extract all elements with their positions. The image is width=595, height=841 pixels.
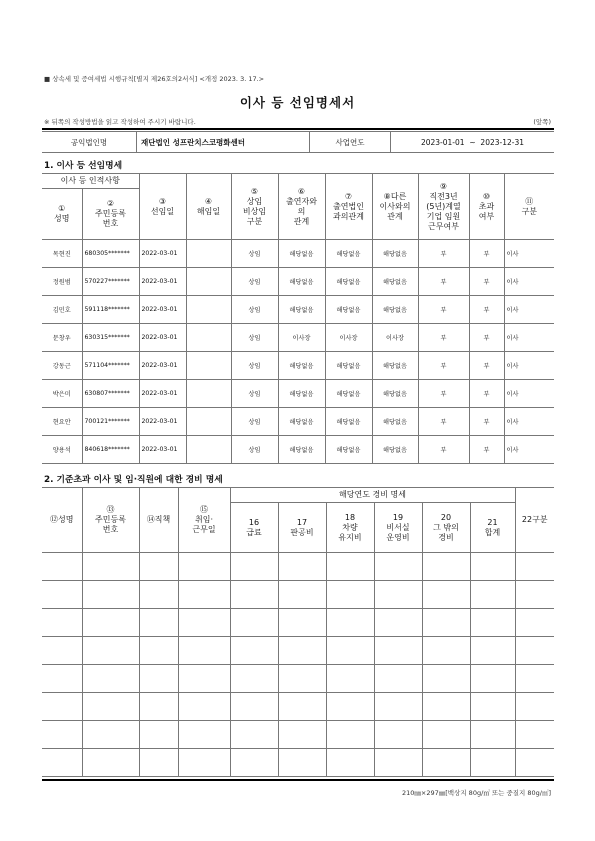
cell-name: 현요안 xyxy=(42,408,82,436)
col-rrn-l2: 번호 xyxy=(102,219,119,228)
table-row xyxy=(42,721,554,749)
cell-excess: 부 xyxy=(469,352,504,380)
empty-cell xyxy=(515,721,554,749)
empty-cell xyxy=(422,609,470,637)
cell-fulltime: 상임 xyxy=(231,408,278,436)
cell-donorcorp: 해당없음 xyxy=(325,268,372,296)
table-row xyxy=(42,240,554,268)
cell-name: 박은미 xyxy=(42,380,82,408)
cell-excess: 부 xyxy=(469,240,504,268)
col2-status-l1: 취임· xyxy=(195,515,213,524)
table-row xyxy=(42,296,554,324)
empty-cell xyxy=(326,637,374,665)
period-end: 2023-12-31 xyxy=(480,137,525,147)
col-exec-l1: 직전3년 xyxy=(429,191,458,201)
expense-group-header: 해당연도 경비 명세 xyxy=(230,488,515,503)
col2-office-l1: 비서실 xyxy=(386,522,410,532)
col2-rrn-l2: 번호 xyxy=(102,525,119,534)
appointment-table xyxy=(42,173,554,464)
empty-cell xyxy=(230,637,278,665)
cell-name: 정원범 xyxy=(42,268,82,296)
empty-cell xyxy=(178,749,230,777)
col2-total-num: 21 xyxy=(487,517,498,527)
cell-exec: 부 xyxy=(418,436,469,464)
col-fulltime-l1: 상임 xyxy=(246,196,263,206)
empty-cell xyxy=(374,749,422,777)
col2-salary-header xyxy=(230,503,278,553)
section2-title: 2. 기준초과 이사 및 임·직원에 대한 경비 명세 xyxy=(44,475,223,485)
cell-donorcorp: 해당없음 xyxy=(325,380,372,408)
cell-type: 이사 xyxy=(504,408,554,436)
col-type-label: 구분 xyxy=(521,206,537,216)
section1-title: 1. 이사 등 선임명세 xyxy=(44,161,123,171)
empty-cell xyxy=(470,609,515,637)
col-exec-l4: 근무여부 xyxy=(428,221,459,231)
empty-cell xyxy=(374,609,422,637)
cell-donor: 해당없음 xyxy=(278,408,325,436)
org-label: 공익법인명 xyxy=(42,132,137,153)
table-row xyxy=(42,352,554,380)
empty-cell xyxy=(326,749,374,777)
col-donor-l2: 의 xyxy=(297,206,306,216)
empty-cell xyxy=(470,553,515,581)
empty-cell xyxy=(82,693,139,721)
col2-salary-label: 급료 xyxy=(246,527,262,537)
empty-cell xyxy=(42,581,82,609)
empty-cell xyxy=(178,581,230,609)
col-excess-l1: 초과 xyxy=(478,201,495,211)
empty-cell xyxy=(374,581,422,609)
empty-cell xyxy=(178,553,230,581)
empty-cell xyxy=(42,693,82,721)
empty-cell xyxy=(515,749,554,777)
col-fulltime-l2: 비상임 xyxy=(242,206,267,216)
col-exec-l2: (5년)계열 xyxy=(426,201,461,211)
empty-cell xyxy=(178,665,230,693)
empty-cell xyxy=(470,637,515,665)
table-row xyxy=(42,553,554,581)
table-row xyxy=(42,693,554,721)
empty-cell xyxy=(422,637,470,665)
cell-otherdir: 해당없음 xyxy=(372,268,418,296)
col-name-label: 성명 xyxy=(54,214,70,223)
empty-cell xyxy=(42,749,82,777)
col-donor-l3: 관계 xyxy=(293,216,310,226)
table-row xyxy=(42,665,554,693)
empty-cell xyxy=(42,609,82,637)
table-row xyxy=(42,324,554,352)
empty-cell xyxy=(470,749,515,777)
empty-cell xyxy=(515,609,554,637)
cell-excess: 부 xyxy=(469,436,504,464)
col2-vehicle-l2: 유지비 xyxy=(338,532,362,542)
cell-dismiss xyxy=(186,408,231,436)
cell-donor: 해당없음 xyxy=(278,268,325,296)
empty-cell xyxy=(515,553,554,581)
col2-activity-num: 17 xyxy=(296,517,308,527)
table-row xyxy=(42,609,554,637)
cell-exec: 부 xyxy=(418,324,469,352)
col-dismiss-header xyxy=(186,174,231,240)
cell-exec: 부 xyxy=(418,296,469,324)
cell-exec: 부 xyxy=(418,352,469,380)
cell-dismiss xyxy=(186,380,231,408)
empty-cell xyxy=(178,693,230,721)
cell-exec: 부 xyxy=(418,380,469,408)
col2-name-header: ⑫성명 xyxy=(42,488,82,553)
col-otherdir-l2: 관계 xyxy=(387,211,403,221)
col-rrn-header xyxy=(82,189,139,240)
col2-rrn-l1: 주민등록 xyxy=(95,515,126,524)
col-name-header xyxy=(42,189,82,240)
guide-note: ※ 뒤쪽의 작성방법을 읽고 작성하여 주시기 바랍니다. xyxy=(44,118,196,126)
cell-exec: 부 xyxy=(418,408,469,436)
empty-cell xyxy=(470,581,515,609)
empty-cell xyxy=(178,637,230,665)
col-fulltime-l3: 구분 xyxy=(246,216,263,226)
empty-cell xyxy=(278,749,326,777)
cell-type: 이사 xyxy=(504,240,554,268)
col-dismiss-num: ④ xyxy=(204,196,213,206)
empty-cell xyxy=(139,581,178,609)
empty-cell xyxy=(278,665,326,693)
empty-cell xyxy=(230,581,278,609)
cell-name: 김민호 xyxy=(42,296,82,324)
cell-rrn: 680305******* xyxy=(82,240,139,268)
cell-appoint: 2022-03-01 xyxy=(139,268,186,296)
empty-cell xyxy=(278,637,326,665)
empty-cell xyxy=(326,553,374,581)
cell-donor: 해당없음 xyxy=(278,352,325,380)
empty-cell xyxy=(422,749,470,777)
expense-table xyxy=(42,487,554,777)
paper-spec: 210㎜×297㎜[백상지 80g/㎡ 또는 중질지 80g/㎡] xyxy=(401,789,551,797)
empty-cell xyxy=(278,721,326,749)
cell-name: 강동근 xyxy=(42,352,82,380)
cell-type: 이사 xyxy=(504,324,554,352)
cell-excess: 부 xyxy=(469,408,504,436)
table-row xyxy=(42,408,554,436)
empty-cell xyxy=(82,553,139,581)
cell-rrn: 700121******* xyxy=(82,408,139,436)
empty-cell xyxy=(82,721,139,749)
empty-cell xyxy=(82,637,139,665)
empty-cell xyxy=(374,693,422,721)
col-donorcorp-num: ⑦ xyxy=(344,191,353,201)
col-exec-l3: 기업 임원 xyxy=(426,211,461,221)
empty-cell xyxy=(422,665,470,693)
col-donor-num: ⑥ xyxy=(297,186,306,196)
empty-cell xyxy=(515,581,554,609)
col2-office-l2: 운영비 xyxy=(386,532,410,542)
cell-rrn: 630807******* xyxy=(82,380,139,408)
col2-rrn-num: ⑬ xyxy=(106,505,115,514)
empty-cell xyxy=(230,553,278,581)
cell-dismiss xyxy=(186,436,231,464)
col2-type-header: 22구분 xyxy=(515,488,554,553)
empty-cell xyxy=(139,553,178,581)
col2-status-header xyxy=(178,488,230,553)
col-otherdir-l1: 이사와의 xyxy=(379,201,411,211)
col-type-header xyxy=(504,174,554,240)
cell-fulltime: 상임 xyxy=(231,436,278,464)
empty-cell xyxy=(422,693,470,721)
empty-cell xyxy=(42,637,82,665)
cell-donorcorp: 해당없음 xyxy=(325,296,372,324)
empty-cell xyxy=(515,665,554,693)
cell-rrn: 630315******* xyxy=(82,324,139,352)
table-row xyxy=(42,268,554,296)
divider xyxy=(42,128,554,130)
cell-rrn: 840618******* xyxy=(82,436,139,464)
table-row xyxy=(42,436,554,464)
col-name-num: ① xyxy=(58,204,66,213)
empty-cell xyxy=(470,721,515,749)
page-title: 이사 등 선임명세서 xyxy=(239,95,356,110)
col-fulltime-num: ⑤ xyxy=(250,186,259,196)
table-row xyxy=(42,637,554,665)
cell-donorcorp: 해당없음 xyxy=(325,240,372,268)
cell-dismiss xyxy=(186,324,231,352)
cell-excess: 부 xyxy=(469,268,504,296)
cell-appoint: 2022-03-01 xyxy=(139,352,186,380)
col2-other-l1: 그 밖의 xyxy=(433,522,459,532)
cell-dismiss xyxy=(186,296,231,324)
cell-fulltime: 상임 xyxy=(231,380,278,408)
empty-cell xyxy=(374,665,422,693)
cell-otherdir: 이사장 xyxy=(372,324,418,352)
org-name: 재단법인 성프란치스코평화센터 xyxy=(137,132,310,153)
col2-vehicle-l1: 차량 xyxy=(342,522,358,532)
col-donor-header xyxy=(278,174,325,240)
bottom-divider xyxy=(42,779,554,781)
col-rrn-l1: 주민등록 xyxy=(95,209,126,218)
col2-other-l2: 경비 xyxy=(438,532,454,542)
col2-rrn-header xyxy=(82,488,139,553)
cell-name: 양용석 xyxy=(42,436,82,464)
empty-cell xyxy=(42,665,82,693)
cell-donor: 해당없음 xyxy=(278,240,325,268)
empty-cell xyxy=(139,749,178,777)
col2-other-num: 20 xyxy=(440,512,452,522)
cell-donor: 해당없음 xyxy=(278,296,325,324)
col-rrn-num: ② xyxy=(106,199,115,208)
col2-total-header xyxy=(470,503,515,553)
cell-rrn: 570227******* xyxy=(82,268,139,296)
cell-rrn: 591118******* xyxy=(82,296,139,324)
cell-fulltime: 상임 xyxy=(231,352,278,380)
empty-cell xyxy=(139,665,178,693)
table-row xyxy=(42,749,554,777)
empty-cell xyxy=(139,609,178,637)
col-donorcorp-header xyxy=(325,174,372,240)
empty-cell xyxy=(178,609,230,637)
cell-donorcorp: 해당없음 xyxy=(325,352,372,380)
empty-cell xyxy=(139,637,178,665)
cell-type: 이사 xyxy=(504,296,554,324)
cell-donorcorp: 해당없음 xyxy=(325,436,372,464)
col2-office-num: 19 xyxy=(392,512,404,522)
empty-cell xyxy=(42,721,82,749)
year-label: 사업연도 xyxy=(310,132,391,153)
cell-dismiss xyxy=(186,240,231,268)
cell-dismiss xyxy=(186,268,231,296)
cell-otherdir: 해당없음 xyxy=(372,380,418,408)
col-donorcorp-l1: 출연법인 xyxy=(333,201,364,211)
col-type-num: ⑪ xyxy=(525,196,534,206)
period-start: 2023-01-01 xyxy=(420,137,465,147)
empty-cell xyxy=(374,721,422,749)
col-donorcorp-l2: 과의관계 xyxy=(333,211,364,221)
cell-donor: 이사장 xyxy=(278,324,325,352)
empty-cell xyxy=(278,553,326,581)
col2-activity-label: 판공비 xyxy=(290,527,314,537)
cell-exec: 부 xyxy=(418,240,469,268)
cell-appoint: 2022-03-01 xyxy=(139,240,186,268)
empty-cell xyxy=(82,665,139,693)
empty-cell xyxy=(515,637,554,665)
period-sep: ~ xyxy=(469,137,476,147)
org-info-table xyxy=(42,131,554,153)
empty-cell xyxy=(470,693,515,721)
cell-dismiss xyxy=(186,352,231,380)
empty-cell xyxy=(470,665,515,693)
cell-appoint: 2022-03-01 xyxy=(139,436,186,464)
period xyxy=(391,132,555,153)
empty-cell xyxy=(230,665,278,693)
cell-exec: 부 xyxy=(418,268,469,296)
cell-donor: 해당없음 xyxy=(278,380,325,408)
col-excess-header xyxy=(469,174,504,240)
col-donor-l1: 출연자와 xyxy=(286,196,317,206)
cell-donorcorp: 이사장 xyxy=(325,324,372,352)
col-fulltime-header xyxy=(231,174,278,240)
cell-fulltime: 상임 xyxy=(231,240,278,268)
col2-activity-header xyxy=(278,503,326,553)
empty-cell xyxy=(326,693,374,721)
col-exec-num: ⑨ xyxy=(439,181,448,191)
cell-otherdir: 해당없음 xyxy=(372,352,418,380)
cell-type: 이사 xyxy=(504,380,554,408)
col2-other-header xyxy=(422,503,470,553)
col-dismiss-label: 해임일 xyxy=(196,206,221,216)
cell-appoint: 2022-03-01 xyxy=(139,408,186,436)
col-otherdir-l0: ⑧다른 xyxy=(383,191,407,201)
cell-appoint: 2022-03-01 xyxy=(139,296,186,324)
form-reference-note: ■ 상속세 및 증여세법 시행규칙[별지 제26호의2서식] <개정 2023. 3. 17.> xyxy=(44,75,265,83)
empty-cell xyxy=(82,581,139,609)
cell-type: 이사 xyxy=(504,352,554,380)
empty-cell xyxy=(278,693,326,721)
empty-cell xyxy=(230,609,278,637)
empty-cell xyxy=(374,553,422,581)
table-row xyxy=(42,581,554,609)
empty-cell xyxy=(230,693,278,721)
col-excess-l2: 여부 xyxy=(478,211,495,221)
empty-cell xyxy=(278,581,326,609)
empty-cell xyxy=(230,749,278,777)
empty-cell xyxy=(326,581,374,609)
col2-salary-num: 16 xyxy=(248,517,260,527)
empty-cell xyxy=(326,721,374,749)
col-otherdir-header xyxy=(372,174,418,240)
empty-cell xyxy=(82,749,139,777)
cell-fulltime: 상임 xyxy=(231,296,278,324)
col-appoint-num: ③ xyxy=(158,196,167,206)
table-row xyxy=(42,380,554,408)
empty-cell xyxy=(82,609,139,637)
cell-donorcorp: 해당없음 xyxy=(325,408,372,436)
page-side-label: (앞쪽) xyxy=(533,118,551,126)
cell-donor: 해당없음 xyxy=(278,436,325,464)
col-excess-num: ⑩ xyxy=(482,191,491,201)
empty-cell xyxy=(422,581,470,609)
cell-type: 이사 xyxy=(504,268,554,296)
cell-fulltime: 상임 xyxy=(231,324,278,352)
cell-appoint: 2022-03-01 xyxy=(139,380,186,408)
cell-appoint: 2022-03-01 xyxy=(139,324,186,352)
cell-otherdir: 해당없음 xyxy=(372,296,418,324)
empty-cell xyxy=(278,609,326,637)
empty-cell xyxy=(230,721,278,749)
cell-type: 이사 xyxy=(504,436,554,464)
col2-vehicle-num: 18 xyxy=(344,512,356,522)
cell-name: 문창우 xyxy=(42,324,82,352)
col2-status-l2: 근무일 xyxy=(192,525,216,534)
empty-cell xyxy=(374,637,422,665)
empty-cell xyxy=(326,609,374,637)
cell-name: 목현진 xyxy=(42,240,82,268)
cell-excess: 부 xyxy=(469,324,504,352)
cell-rrn: 571104******* xyxy=(82,352,139,380)
col-appoint-header xyxy=(139,174,186,240)
col-appoint-label: 선임일 xyxy=(150,206,175,216)
empty-cell xyxy=(139,721,178,749)
empty-cell xyxy=(515,693,554,721)
cell-fulltime: 상임 xyxy=(231,268,278,296)
col2-vehicle-header xyxy=(326,503,374,553)
cell-otherdir: 해당없음 xyxy=(372,408,418,436)
personal-info-group-header: 이사 등 인적사항 xyxy=(42,174,139,189)
cell-excess: 부 xyxy=(469,296,504,324)
empty-cell xyxy=(139,693,178,721)
empty-cell xyxy=(422,553,470,581)
cell-otherdir: 해당없음 xyxy=(372,240,418,268)
cell-excess: 부 xyxy=(469,380,504,408)
empty-cell xyxy=(326,665,374,693)
col2-office-header xyxy=(374,503,422,553)
cell-otherdir: 해당없음 xyxy=(372,436,418,464)
col2-total-label: 합계 xyxy=(484,527,501,537)
empty-cell xyxy=(42,553,82,581)
col2-status-num: ⑮ xyxy=(200,505,208,514)
empty-cell xyxy=(178,721,230,749)
empty-cell xyxy=(422,721,470,749)
col2-position-header: ⑭직책 xyxy=(139,488,178,553)
col-exec-header xyxy=(418,174,469,240)
